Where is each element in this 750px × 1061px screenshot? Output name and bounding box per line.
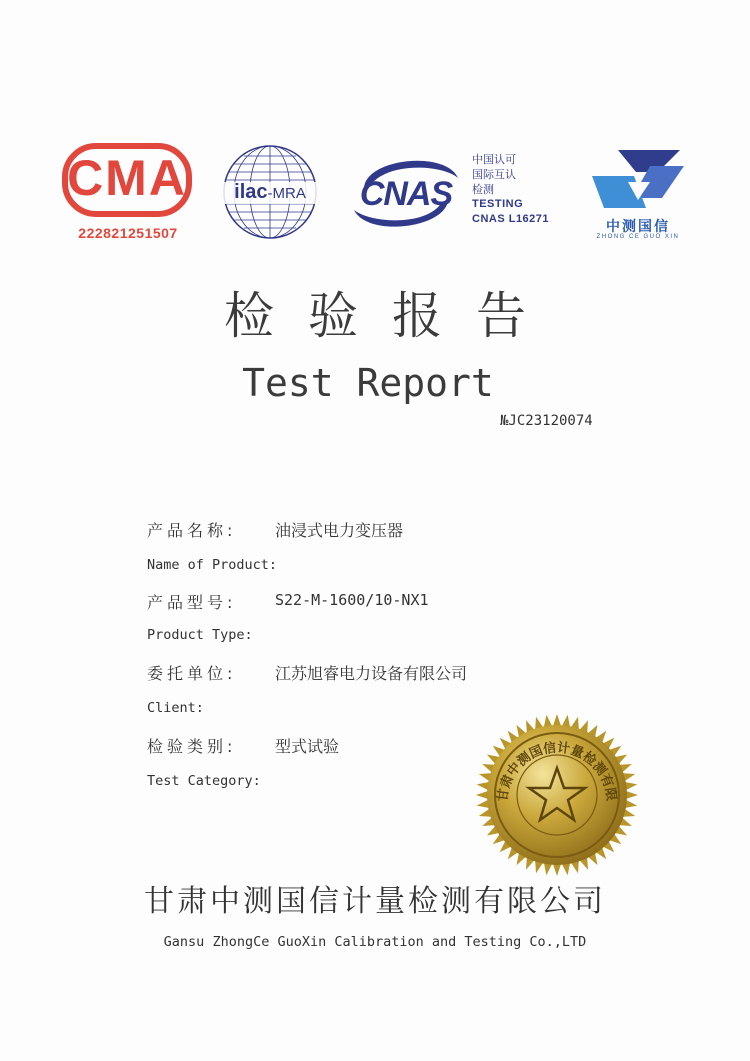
product-name-label-en: Name of Product: bbox=[147, 557, 278, 573]
cnas-line: 检测 bbox=[472, 183, 494, 196]
cnas-line: 中国认可 bbox=[472, 153, 516, 166]
cnas-wordmark: CNAS bbox=[359, 175, 453, 213]
cma-letters: CMA bbox=[67, 150, 187, 206]
product-type-value: S22-M-1600/10-NX1 bbox=[275, 591, 429, 609]
cnas-line: CNAS L16271 bbox=[472, 213, 550, 225]
test-category-label: 检验类别: bbox=[147, 737, 237, 756]
gold-seal bbox=[474, 712, 640, 878]
product-type-label: 产品型号: bbox=[147, 593, 237, 612]
report-number: №JC23120074 bbox=[500, 413, 593, 429]
zcgx-cn-name: 中测国信 bbox=[606, 219, 670, 235]
product-type-label-en: Product Type: bbox=[147, 627, 253, 643]
zcgx-emblem-icon bbox=[588, 146, 688, 216]
ilac-mra-logo bbox=[220, 142, 320, 242]
zhongce-guoxin-logo bbox=[588, 146, 688, 242]
client-label: 委托单位: bbox=[147, 664, 237, 683]
title-cn: 检验报告 bbox=[224, 287, 560, 345]
zcgx-en-name: ZHONG CE GUO XIN bbox=[596, 234, 680, 240]
cnas-accreditation-text bbox=[472, 152, 572, 227]
ilac-mra-label: ilac-MRA bbox=[220, 182, 320, 204]
test-category-value: 型式试验 bbox=[275, 737, 340, 756]
title-en: Test Report bbox=[242, 361, 494, 405]
product-name-label: 产品名称: bbox=[147, 521, 237, 540]
product-name-value: 油浸式电力变压器 bbox=[275, 521, 404, 540]
issuer-name-en: Gansu ZhongCe GuoXin Calibration and Testing Co.,LTD bbox=[163, 934, 587, 950]
test-category-label-en: Test Category: bbox=[147, 773, 261, 789]
seal-star-icon bbox=[474, 712, 640, 878]
svg-text:甘肃中测国信计量检测有限公司检验检测专用章: 甘肃中测国信计量检测有限 bbox=[495, 740, 619, 803]
issuer-name-cn: 甘肃中测国信计量检测有限公司 bbox=[144, 884, 606, 919]
client-value: 江苏旭睿电力设备有限公司 bbox=[275, 664, 468, 683]
cnas-line: TESTING bbox=[472, 198, 524, 210]
cma-logo bbox=[62, 143, 194, 243]
cnas-logo bbox=[346, 152, 466, 234]
cma-number: 222821251507 bbox=[78, 225, 178, 241]
client-label-en: Client: bbox=[147, 700, 204, 716]
cnas-line: 国际互认 bbox=[472, 168, 516, 181]
